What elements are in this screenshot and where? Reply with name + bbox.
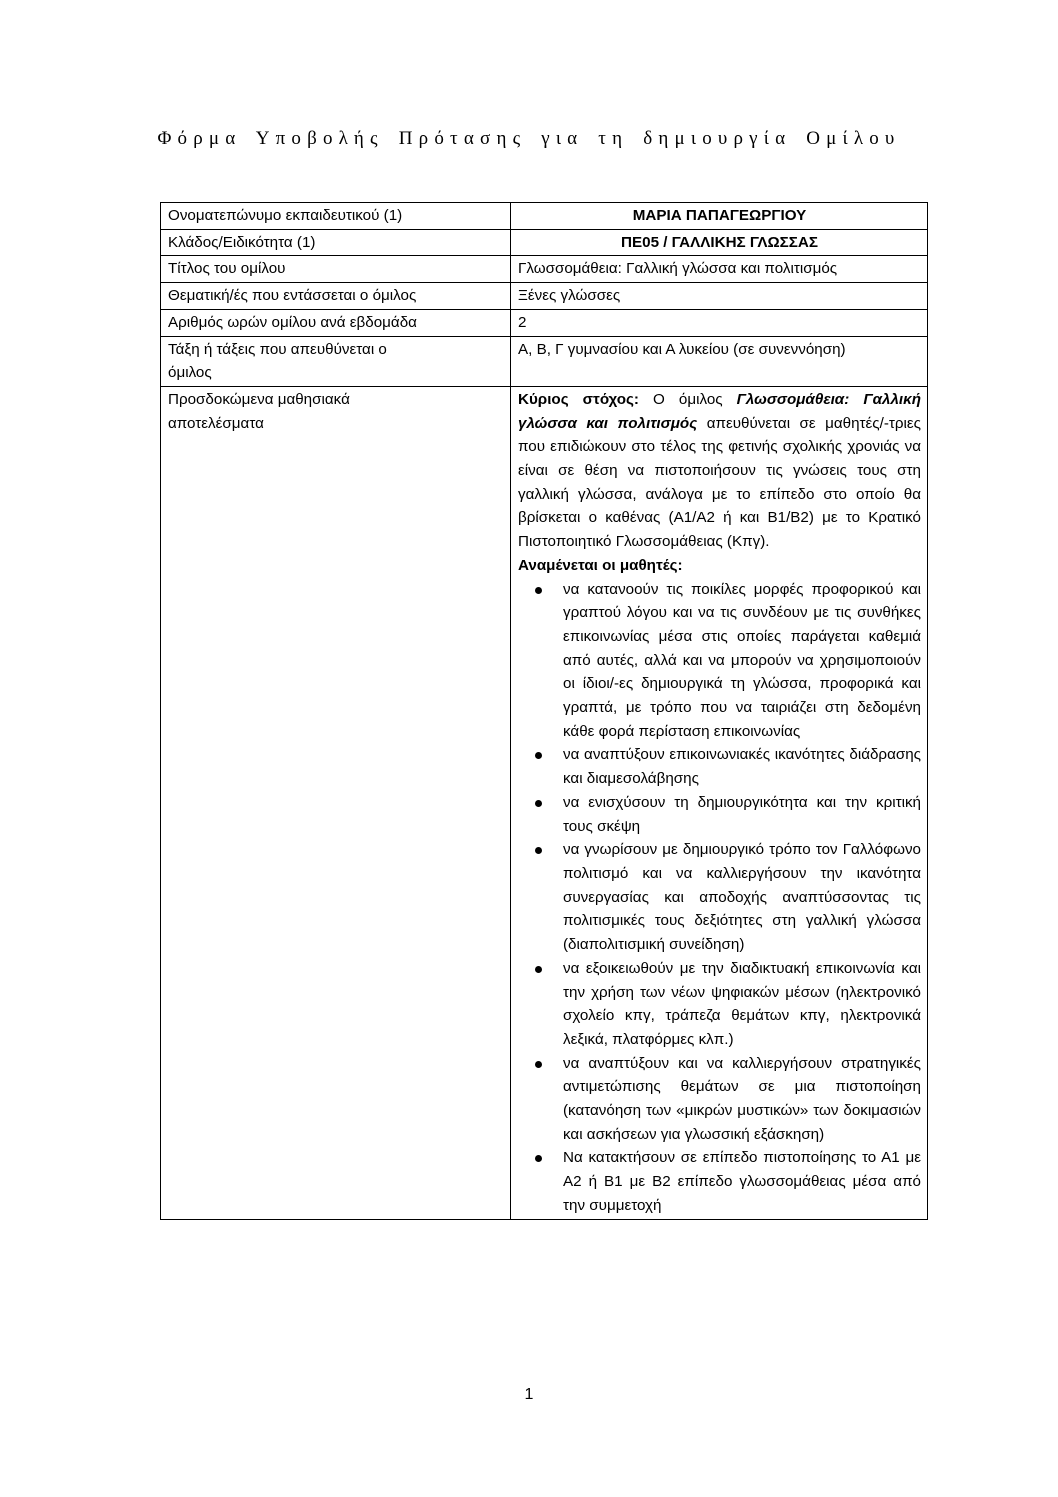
bullet-icon — [535, 800, 542, 807]
hours-label: Αριθμός ωρών ομίλου ανά εβδομάδα — [161, 309, 511, 336]
list-item: να αναπτύξουν και να καλλιεργήσουν στρατηγικές αντιμετώπισης θεμάτων σε μια πιστοποίηση (κατανόηση των «μικρών μυστικών» των δοκιμασιών και ασκήσεων για γλωσσική εξάσκηση) — [563, 1052, 921, 1147]
club-title-label: Τίτλος του ομίλου — [161, 256, 511, 283]
table-row — [161, 309, 928, 336]
bullet-icon — [535, 1155, 542, 1162]
table-row — [161, 256, 928, 283]
list-item: να εξοικειωθούν με την διαδικτυακή επικοινωνία και την χρήση των νέων ψηφιακών μέσων (ηλεκτρονικό σχολείο κπγ, τράπεζα θεμάτων κπγ, ηλεκτρονικά λεξικά, πλατφόρμες κλπ.) — [563, 957, 921, 1052]
main-goal-paragraph — [518, 388, 921, 554]
grades-label: Τάξη ή τάξεις που απευθύνεται ο όμιλος — [161, 336, 511, 386]
bullet-icon — [535, 587, 542, 594]
teacher-name-label: Ονοματεπώνυμο εκπαιδευτικού (1) — [161, 203, 511, 230]
specialty-value: ΠΕ05 / ΓΑΛΛΙΚΗΣ ΓΛΩΣΣΑΣ — [511, 229, 928, 256]
list-item: να ενισχύσουν τη δημιουργικότητα και την κριτική τους σκέψη — [563, 791, 921, 838]
main-goal-text-1: Ο όμιλος — [638, 390, 737, 408]
club-title-value: Γλωσσομάθεια: Γαλλική γλώσσα και πολιτισμός — [511, 256, 928, 283]
teacher-name-value: ΜΑΡΙΑ ΠΑΠΑΓΕΩΡΓΙΟΥ — [511, 203, 928, 230]
bullet-icon — [535, 847, 542, 854]
table-row — [161, 203, 928, 230]
table-row — [161, 386, 928, 1219]
proposal-form-table — [160, 202, 928, 1220]
bullet-icon — [535, 1061, 542, 1068]
specialty-label: Κλάδος/Ειδικότητα (1) — [161, 229, 511, 256]
table-row — [161, 336, 928, 386]
main-goal-label: Κύριος στόχος: — [518, 390, 639, 408]
thematic-label: Θεματική/ές που εντάσσεται ο όμιλος — [161, 283, 511, 310]
main-goal-text-2: απευθύνεται σε μαθητές/-τριες που επιδιώκουν στο τέλος της φετινής σχολικής χρονιάς να είναι σε θέση να πιστοποιήσουν τις γνώσεις τους στη γαλλική γλώσσα, ανάλογα με το επίπεδο στο οποίο θα βρίσκεται ο καθένας (Α1/Α2 ή και Β1/Β2) με το Κρατικό Πιστοποιητικό Γλωσσομάθειας (Κπγ). — [518, 414, 921, 551]
list-item: να αναπτύξουν επικοινωνιακές ικανότητες διάδρασης και διαμεσολάβησης — [563, 743, 921, 790]
outcomes-list — [518, 578, 921, 1218]
bullet-icon — [535, 966, 542, 973]
list-item: να γνωρίσουν με δημιουργικό τρόπο τον Γαλλόφωνο πολιτισμό και να καλλιεργήσουν την ικανότητα συνεργασίας και αποδοχής αναπτύσσοντας τις πολιτισμικές τους δεξιότητες στη γαλλική γλώσσα (διαπολιτισμική συνείδηση) — [563, 838, 921, 957]
list-item: να κατανοούν τις ποικίλες μορφές προφορικού και γραπτού λόγου και να τις συνδέουν με τις συνθήκες επικοινωνίας μέσα στις οποίες παράγεται καθεμιά από αυτές, αλλά και να μπορούν να χρησιμοποιούν οι ίδιοι/-ες δημιουργικά τη γλώσσα, προφορικά και γραπτά, με τρόπο που να ταιριάζει στη δεδομένη κάθε φορά περίσταση επικοινωνίας — [563, 578, 921, 744]
grades-value: Α, Β, Γ γυμνασίου και Α λυκείου (σε συνεννόηση) — [511, 336, 928, 386]
outcomes-label: Προσδοκώμενα μαθησιακά αποτελέσματα — [161, 386, 511, 1219]
bullet-icon — [535, 752, 542, 759]
list-item: Να κατακτήσουν σε επίπεδο πιστοποίησης το Α1 με Α2 ή Β1 με Β2 επίπεδο γλωσσομάθειας μέσα από την συμμετοχή — [563, 1146, 921, 1217]
thematic-value: Ξένες γλώσσες — [511, 283, 928, 310]
outcomes-value — [511, 386, 928, 1219]
main-goal-club-title: Γλωσσομάθεια: Γαλλική γλώσσα και πολιτισμός — [518, 390, 921, 432]
page-number: 1 — [524, 1386, 534, 1403]
expected-heading: Αναμένεται οι μαθητές: — [518, 556, 683, 574]
table-row — [161, 229, 928, 256]
table-row — [161, 283, 928, 310]
document-title: Φόρμα Υποβολής Πρότασης για τη δημιουργία Ομίλου — [157, 128, 901, 149]
hours-value: 2 — [511, 309, 928, 336]
